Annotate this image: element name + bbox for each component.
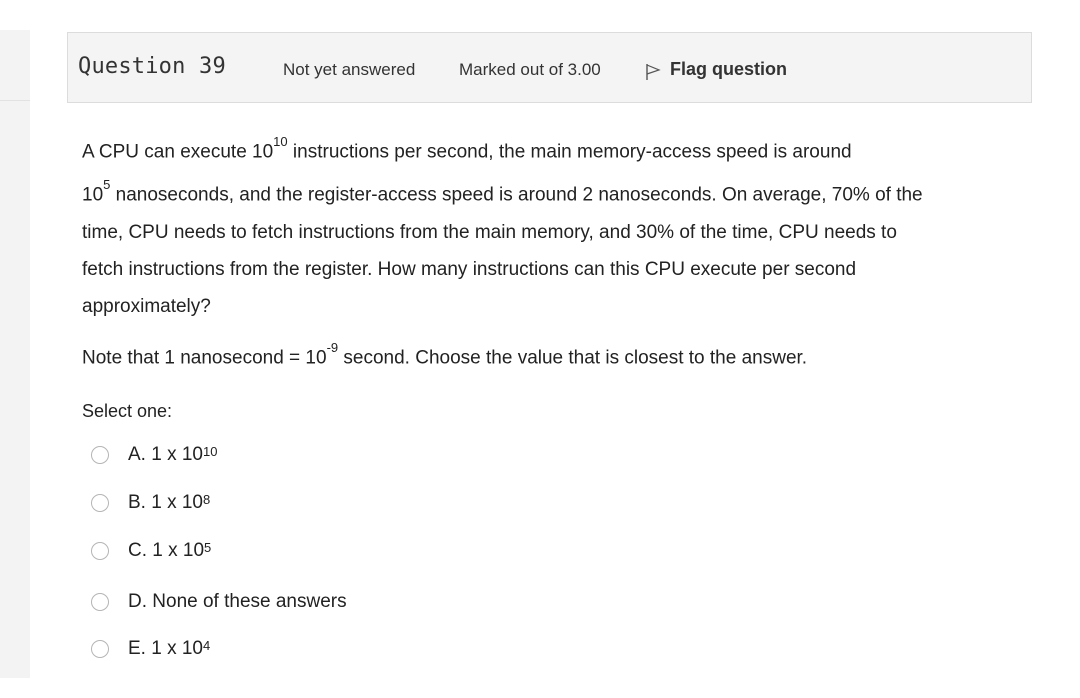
question-note — [82, 333, 1022, 376]
question-text-line: fetch instructions from the register. How many instructions can this CPU execute per second — [82, 258, 857, 280]
answer-exponent-c: 5 — [204, 539, 212, 555]
question-info-box — [67, 32, 1032, 103]
radio-e[interactable] — [91, 640, 109, 658]
answer-option-a[interactable] — [91, 444, 217, 466]
answer-option-e[interactable] — [91, 638, 210, 660]
radio-b[interactable] — [91, 494, 109, 512]
answer-option-d[interactable] — [91, 591, 347, 613]
exponent: -9 — [326, 339, 339, 355]
answer-exponent-a: 10 — [203, 443, 218, 459]
select-one-label: Select one: — [82, 401, 173, 421]
answer-label-a: A. 1 x 10 — [128, 444, 203, 465]
question-grade: Marked out of 3.00 — [459, 60, 601, 79]
question-text-line: time, CPU needs to fetch instructions from the main memory, and 30% of the time, CPU needs to — [82, 221, 897, 243]
note-text: Note that 1 nanosecond = 10 — [82, 346, 327, 368]
answer-exponent-e: 4 — [203, 637, 211, 653]
left-sidebar-edge — [0, 30, 30, 678]
question-text-line: nanoseconds, and the register-access speed is around 2 nanoseconds. On average, 70% of the — [110, 184, 923, 206]
question-text — [82, 127, 1022, 376]
answer-label-d: D. None of these answers — [128, 591, 347, 612]
answer-option-b[interactable] — [91, 492, 210, 514]
question-state: Not yet answered — [283, 60, 416, 79]
radio-a[interactable] — [91, 446, 109, 464]
flag-question-label: Flag question — [670, 58, 787, 79]
question-text-line: A CPU can execute 10 — [82, 141, 274, 163]
question-text-line: approximately? — [82, 295, 211, 317]
question-title: Question 39 — [78, 54, 226, 79]
flag-icon — [645, 63, 661, 81]
sidebar-divider — [0, 100, 30, 101]
exponent: 10 — [273, 134, 288, 149]
answer-option-c[interactable] — [91, 540, 211, 562]
flag-question-button[interactable] — [645, 57, 787, 81]
question-text-line: instructions per second, the main memory-access speed is around — [287, 141, 852, 163]
answer-label-c: C. 1 x 10 — [128, 540, 205, 561]
note-text: second. Choose the value that is closest to the answer. — [338, 346, 808, 368]
answer-label-b: B. 1 x 10 — [128, 492, 203, 513]
answer-exponent-b: 8 — [203, 491, 211, 507]
radio-c[interactable] — [91, 542, 109, 560]
radio-d[interactable] — [91, 593, 109, 611]
exponent: 5 — [103, 177, 111, 193]
question-text-line: 10 — [82, 184, 104, 206]
question-paragraph — [82, 127, 1022, 325]
answer-label-e: E. 1 x 10 — [128, 638, 203, 659]
